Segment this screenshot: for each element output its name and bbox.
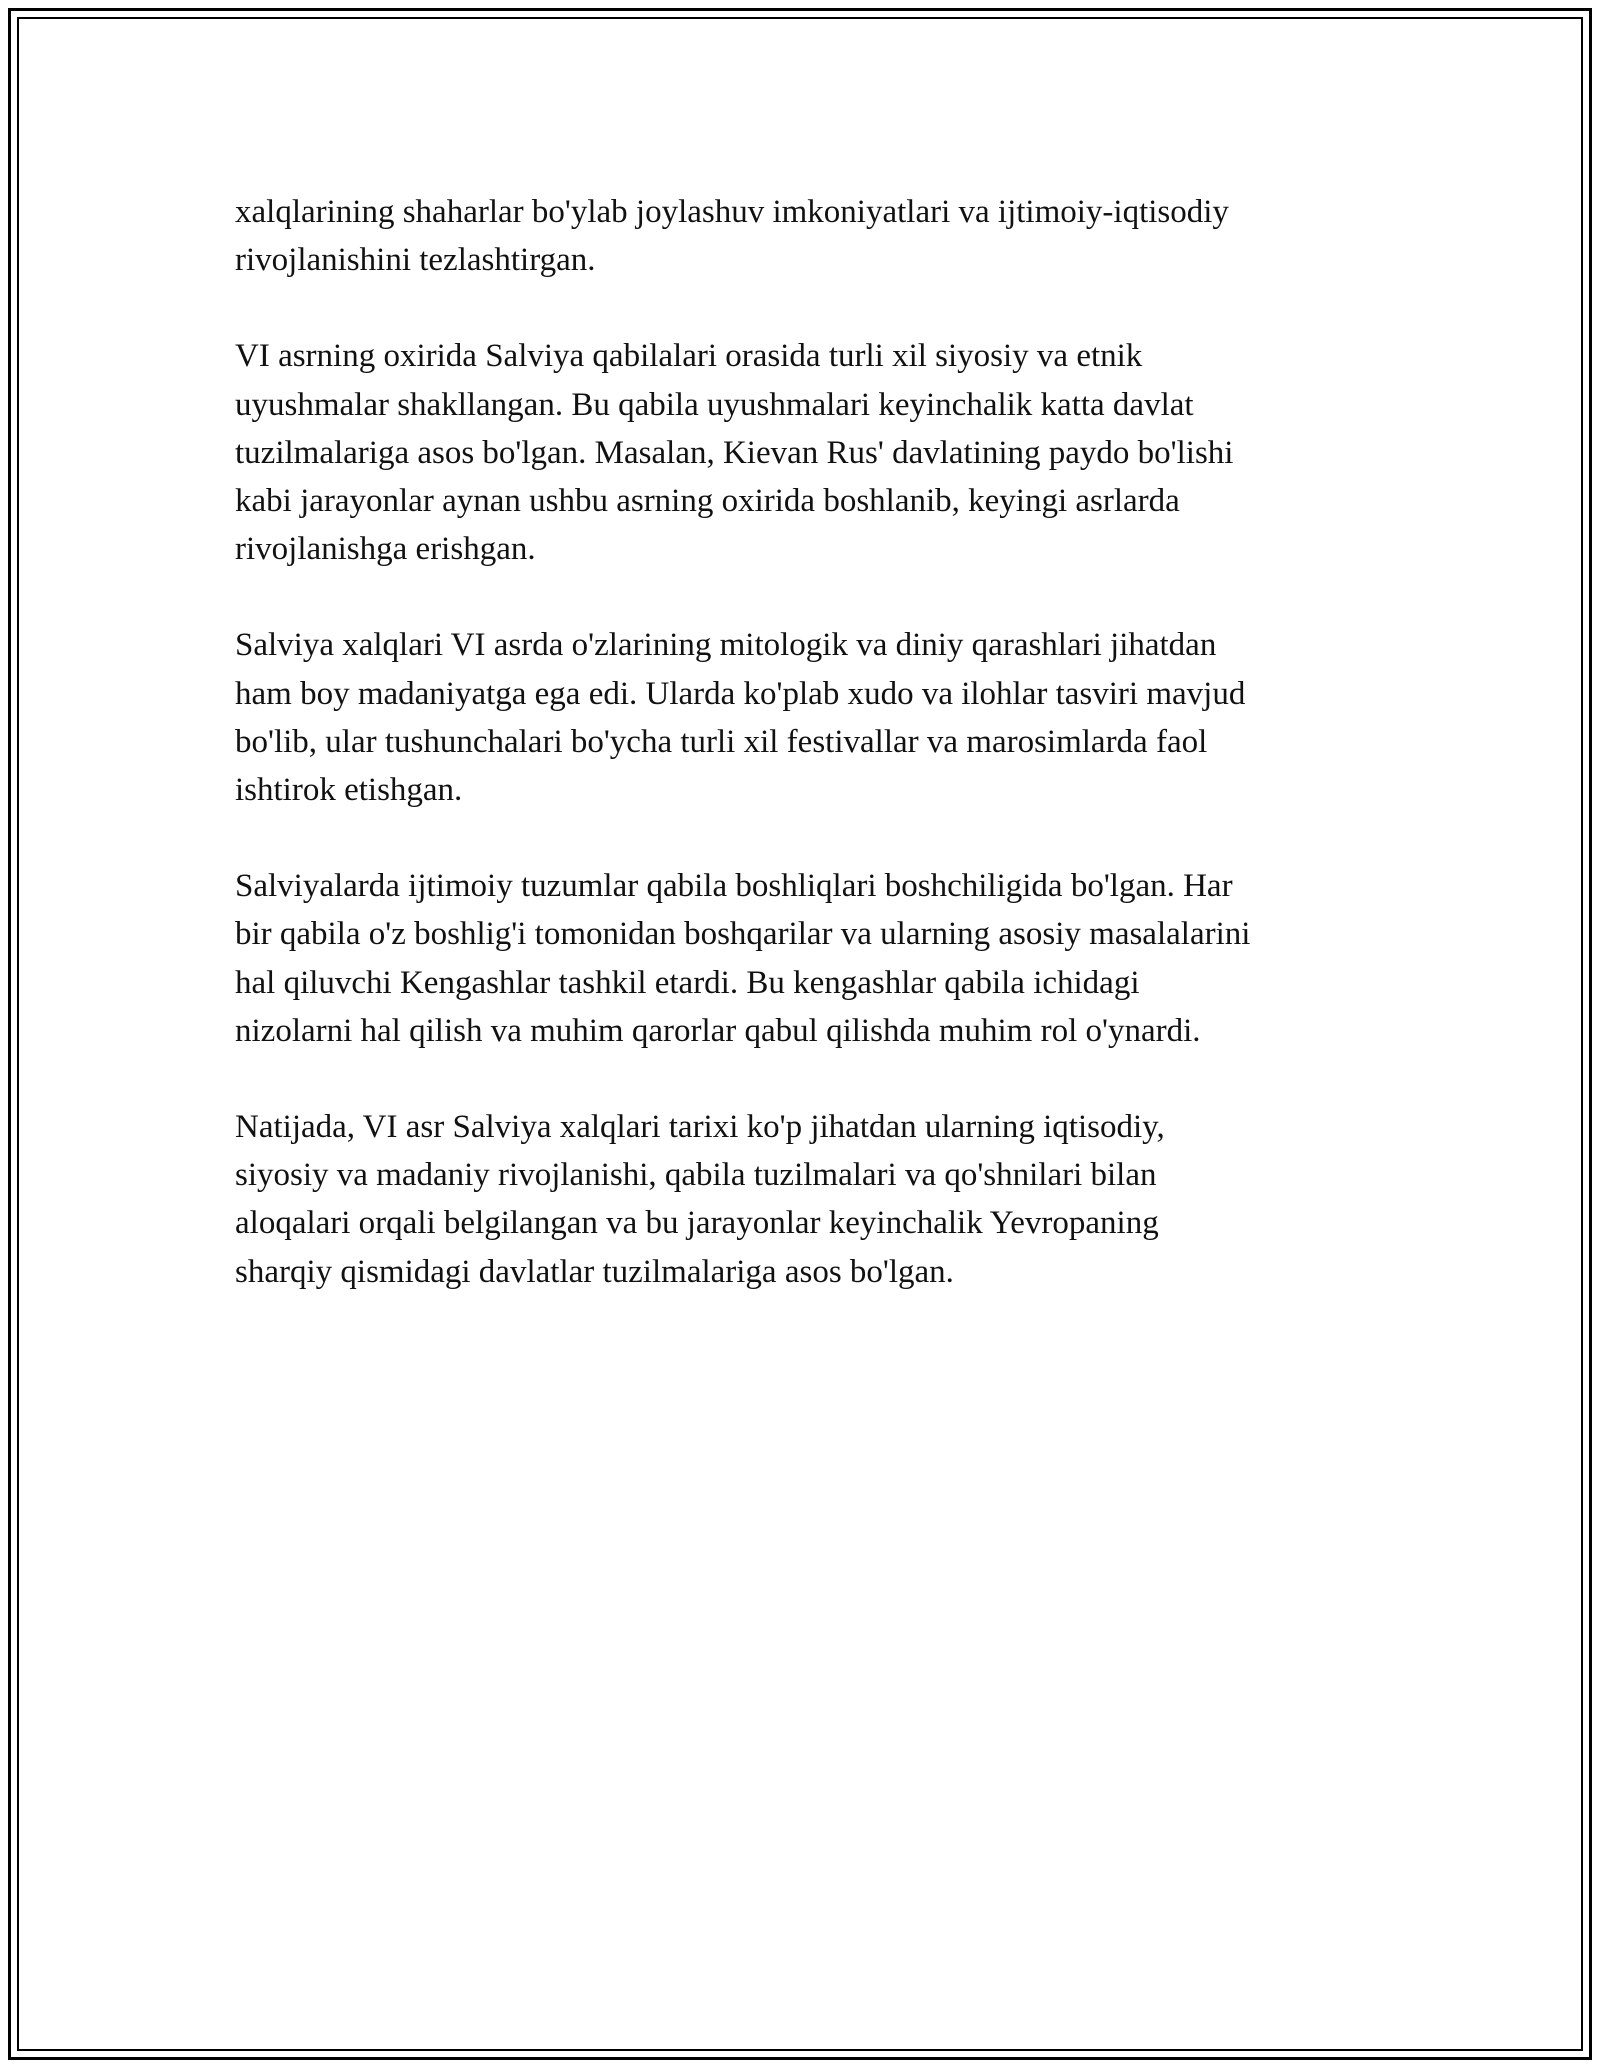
document-body — [235, 188, 1375, 1344]
paragraph-1: xalqlarining shaharlar bo'ylab joylashuv imkoniyatlari va ijtimoiy-iqtisodiy rivojlanishini tezlashtirgan. — [235, 194, 1229, 279]
paragraph-3: Salviya xalqlari VI asrda o'zlarining mitologik va diniy qarashlari jihatdan ham boy madaniyatga ega edi. Ularda ko'plab xudo va ilohlar tasviri mavjud bo'lib, ular tushunchalari bo'ycha turli xil festivallar va marosimlarda faol ishtirok etishgan. — [235, 627, 1246, 809]
paragraph-5: Natijada, VI asr Salviya xalqlari tarixi ko'p jihatdan ularning iqtisodiy, siyosiy va madaniy rivojlanishi, qabila tuzilmalari va qo'shnilari bilan aloqalari orqali belgilangan va bu jarayonlar keyinchalik Yevropaning sharqiy qismidagi davlatlar tuzilmalariga asos bo'lgan. — [235, 1109, 1165, 1290]
paragraph-2: VI asrning oxirida Salviya qabilalari orasida turli xil siyosiy va etnik uyushmalar shakllangan. Bu qabila uyushmalari keyinchalik katta davlat tuzilmalariga asos bo'lgan. Masalan, Kievan Rus' davlatining paydo bo'lishi kabi jarayonlar aynan ushbu asrning oxirida boshlanib, keyingi asrlarda rivojlanishga erishgan. — [235, 338, 1234, 568]
paragraph-4: Salviyalarda ijtimoiy tuzumlar qabila boshliqlari boshchiligida bo'lgan. Har bir qabila o'z boshlig'i tomonidan boshqarilar va ularning asosiy masalalarini hal qiluvchi Kengashlar tashkil etardi. Bu kengashlar qabila ichidagi nizolarni hal qilish va muhim qarorlar qabul qilishda muhim rol o'ynardi. — [235, 868, 1251, 1049]
